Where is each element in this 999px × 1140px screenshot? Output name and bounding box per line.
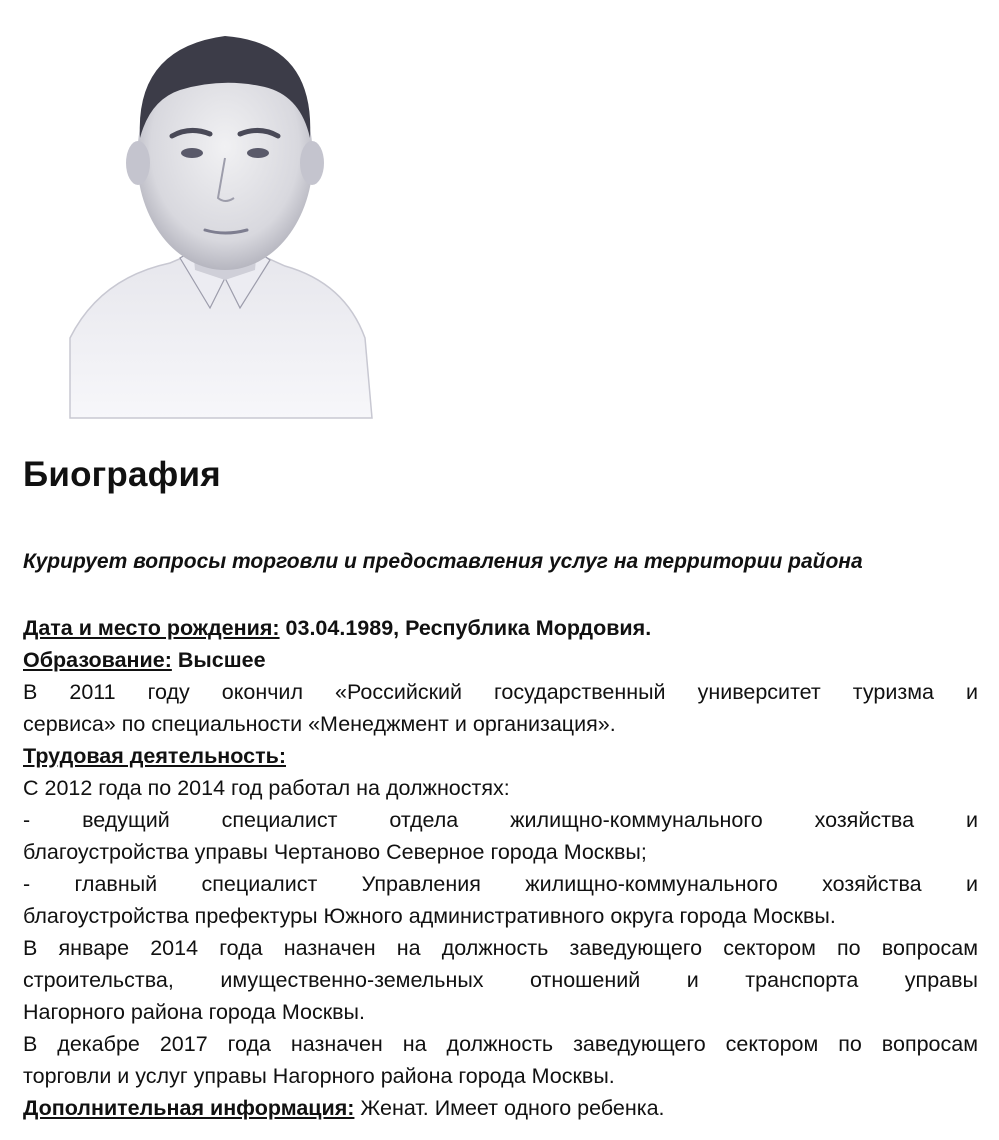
extra-value: Женат. Имеет одного ребенка. xyxy=(360,1096,665,1120)
work-para-2-line-1: В декабре 2017 года назначен на должность заведующего сектором по вопросам xyxy=(23,1032,978,1056)
portrait-photo xyxy=(60,8,390,423)
education-text-line-1: В 2011 году окончил «Российский государственный университет туризма и xyxy=(23,680,978,704)
work-para-1-line-3: Нагорного района города Москвы. xyxy=(23,1000,365,1024)
work-line xyxy=(23,740,978,772)
work-item-2-line-2: благоустройства префектуры Южного административного округа города Москвы. xyxy=(23,904,836,928)
work-para-1-line-1: В январе 2014 года назначен на должность заведующего сектором по вопросам xyxy=(23,936,978,960)
extra-label: Дополнительная информация: xyxy=(23,1096,355,1120)
extra-line xyxy=(23,1092,978,1124)
work-item-1-line-2: благоустройства управы Чертаново Северное города Москвы; xyxy=(23,840,647,864)
birth-value: 03.04.1989, Республика Мордовия. xyxy=(285,616,652,640)
education-line xyxy=(23,644,978,676)
biography-content xyxy=(23,612,978,1124)
education-text-line-2: сервиса» по специальности «Менеджмент и организация». xyxy=(23,712,616,736)
page-title: Биография xyxy=(23,455,221,494)
subtitle: Курирует вопросы торговли и предоставления услуг на территории района xyxy=(23,550,863,573)
work-para-1-line-2: строительства, имущественно-земельных отношений и транспорта управы xyxy=(23,968,978,992)
birth-label: Дата и место рождения: xyxy=(23,616,280,640)
work-para-2-line-2: торговли и услуг управы Нагорного района города Москвы. xyxy=(23,1064,615,1088)
birth-line xyxy=(23,612,978,644)
education-value: Высшее xyxy=(177,648,266,672)
work-item-1-line-1: - ведущий специалист отдела жилищно-коммунального хозяйства и xyxy=(23,808,978,832)
work-item-2-line-1: - главный специалист Управления жилищно-коммунального хозяйства и xyxy=(23,872,978,896)
work-intro: С 2012 года по 2014 год работал на должностях: xyxy=(23,776,510,800)
work-label: Трудовая деятельность: xyxy=(23,744,286,768)
education-label: Образование: xyxy=(23,648,172,672)
